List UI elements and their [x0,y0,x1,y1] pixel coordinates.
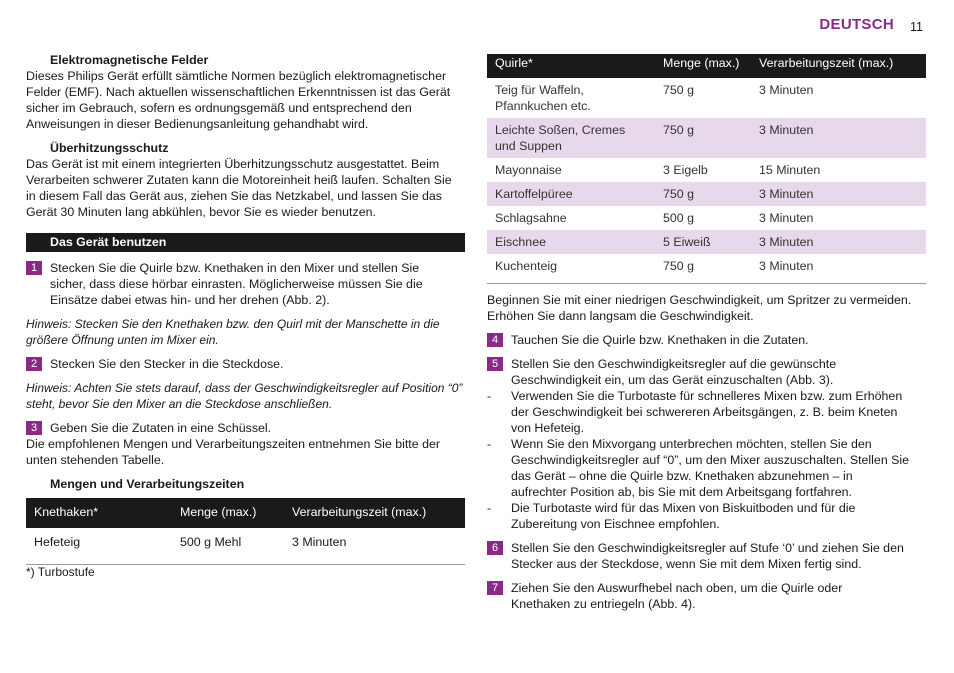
table-cell: 500 g Mehl [180,535,242,549]
text-line: Erhöhen Sie dann langsam die Geschwindigkeit. [487,309,754,323]
bullet-turbo [487,388,932,436]
table-row [487,206,926,230]
table-cell: 750 g [663,187,695,201]
table-cell: Teig für Waffeln, Pfannkuchen etc. [495,83,591,113]
intro-paragraph [487,292,932,324]
table-cell: 3 Minuten [759,259,814,273]
bullet-turbo-recommend [487,500,932,532]
table-cell: 750 g [663,259,695,273]
step-number-badge: 1 [26,261,42,275]
overheat-heading: Überhitzungsschutz [50,141,169,155]
emf-heading: Elektromagnetische Felder [50,53,209,67]
step-text: Stecken Sie den Stecker in die Steckdose. [50,357,284,371]
text-line: Die empfohlenen Mengen und Verarbeitungszeiten entnehmen Sie bitte der [26,437,440,451]
text-line: Verarbeiten schwerer Zutaten kann die Motoreinheit heiß laufen. Schalten Sie [26,173,452,187]
step-text: Geben Sie die Zutaten in eine Schüssel. [50,421,272,435]
table-cell: 3 Minuten [759,235,814,249]
text-line: Das Gerät ist mit einem integrierten Überhitzungsschutz ausgestattet. Beim [26,157,440,171]
step-number-badge: 6 [487,541,503,555]
table-row [487,158,926,182]
table-header-cell: Menge (max.) [172,498,284,528]
step-number-badge: 2 [26,357,42,371]
text-line: Stecker aus der Steckdose, wenn Sie mit dem Mixen fertig sind. [511,557,862,571]
text-line: Die Turbotaste wird für das Mixen von Biskuitboden und für die [511,501,856,515]
text-line: Geschwindigkeitsregler auf “0”, um den Mixer auszuschalten. Stellen Sie [511,453,910,467]
footnote: *) Turbostufe [26,565,95,579]
section-bar [26,233,465,252]
table-cell: 3 Minuten [759,187,814,201]
table-cell: 3 Minuten [759,83,814,97]
text-line: aufrechter Position ab, bis Sie mit dem Arbeitsgang fortfahren. [511,485,852,499]
table-cell: Leichte Soßen, Cremes und Suppen [495,123,626,153]
table-cell: 15 Minuten [759,163,821,177]
table-header-cell: Menge (max.) [655,54,751,78]
text-line: Wenn Sie den Mixvorgang unterbrechen möchten, stellen Sie den [511,437,872,451]
text-line: Felder (EMF). Nach aktuellen wissenschaftlichen Erkenntnissen ist das Gerät [26,85,451,99]
text-line: Knethaken zu entriegeln (Abb. 4). [511,597,696,611]
text-line: steht, bevor Sie den Mixer an die Steckdose anschließen. [26,397,333,411]
section-title: Das Gerät benutzen [50,235,167,249]
text-line: Hinweis: Achten Sie stets darauf, dass der Geschwindigkeitsregler auf Position “0” [26,381,463,395]
text-line: in diesem Fall das Gerät aus, ziehen Sie das Netzkabel, und lassen Sie das [26,189,443,203]
step-number-badge: 5 [487,357,503,371]
step-7 [487,580,932,612]
text-line: das Gerät – ohne die Quirle bzw. Knethaken abzunehmen – in [511,469,853,483]
text-line: Anweisungen in dieser Bedienungsanleitung gehandhabt wird. [26,117,369,131]
table-header-cell: Verarbeitungszeit (max.) [751,54,926,78]
table-cell: Schlagsahne [495,211,567,225]
text-line: unten stehenden Tabelle. [26,453,165,467]
table-row [487,230,926,254]
step-2 [26,356,471,372]
text-line: von Hefeteig. [511,421,585,435]
table-cell: Hefeteig [34,535,81,549]
text-line: Gerät 30 Minuten lang abkühlen, bevor Sie es wieder benutzen. [26,205,376,219]
step-3-followup [26,436,471,468]
step-3 [26,420,471,436]
language-label: DEUTSCH [819,16,894,33]
step-5 [487,356,932,388]
whisk-table [487,54,926,278]
table-cell: 3 Minuten [759,123,814,137]
table-cell: Kuchenteig [495,259,558,273]
table-row [26,528,465,554]
step-number-badge: 7 [487,581,503,595]
text-line: Verwenden Sie die Turbotaste für schnelleres Mixen bzw. zum Erhöhen [511,389,903,403]
note-2 [26,380,471,412]
table-cell: 5 Eiweiß [663,235,711,249]
page-number: 11 [910,20,923,34]
table-row [487,118,926,158]
table-cell: 3 Eigelb [663,163,708,177]
table-cell: 3 Minuten [759,211,814,225]
step-4 [487,332,932,348]
table-row [487,254,926,278]
text-line: Zubereitung von Eischnee empfohlen. [511,517,720,531]
text-line: sicher im Gebrauch, sofern es ordnungsgemäß und entsprechend den [26,101,412,115]
bullet-pause [487,436,932,500]
note-1 [26,316,471,348]
table-cell: Mayonnaise [495,163,562,177]
emf-paragraph [26,68,471,132]
table-row [487,182,926,206]
table-cell: 500 g [663,211,695,225]
text-line: Hinweis: Stecken Sie den Knethaken bzw. den Quirl mit der Manschette in die [26,317,440,331]
step-number-badge: 3 [26,421,42,435]
dash-marker: - [487,501,492,515]
text-line: Dieses Philips Gerät erfüllt sämtliche Normen bezüglich elektromagnetischer [26,69,447,83]
text-line: Ziehen Sie den Auswurfhebel nach oben, um die Quirle oder [511,581,843,595]
table-cell: 750 g [663,83,695,97]
text-line: Stellen Sie den Geschwindigkeitsregler auf die gewünschte [511,357,837,371]
table-cell: Eischnee [495,235,546,249]
table-row [487,78,926,118]
step-text: Tauchen Sie die Quirle bzw. Knethaken in die Zutaten. [511,333,809,347]
dash-marker: - [487,437,492,451]
table-header-cell: Verarbeitungszeit (max.) [284,498,465,528]
overheat-paragraph [26,156,471,220]
text-line: größere Öffnung unten im Mixer ein. [26,333,219,347]
table-cell: Kartoffelpüree [495,187,573,201]
text-line: Stecken Sie die Quirle bzw. Knethaken in den Mixer und stellen Sie [50,261,420,275]
text-line: der Geschwindigkeit bei schwereren Arbeitsgängen, z. B. beim Kneten [511,405,898,419]
text-line: Geschwindigkeit ein, um das Gerät einzuschalten (Abb. 3). [511,373,834,387]
table-header-cell: Knethaken* [26,498,172,528]
table-heading: Mengen und Verarbeitungszeiten [50,477,245,491]
text-line: Stellen Sie den Geschwindigkeitsregler auf Stufe ‘0’ und ziehen Sie den [511,541,904,555]
table-header-cell: Quirle* [487,54,655,78]
step-1 [26,260,471,308]
table-cell: 3 Minuten [292,535,347,549]
text-line: sicher, dass diese hörbar einrasten. Möglicherweise müssen Sie die [50,277,423,291]
text-line: Einsätze dabei etwas hin- und her drehen (Abb. 2). [50,293,330,307]
table-bottom-rule [487,283,926,284]
step-number-badge: 4 [487,333,503,347]
dash-marker: - [487,389,492,403]
step-6 [487,540,932,572]
kneading-table [26,498,465,554]
table-cell: 750 g [663,123,695,137]
text-line: Beginnen Sie mit einer niedrigen Geschwindigkeit, um Spritzer zu vermeiden. [487,293,912,307]
